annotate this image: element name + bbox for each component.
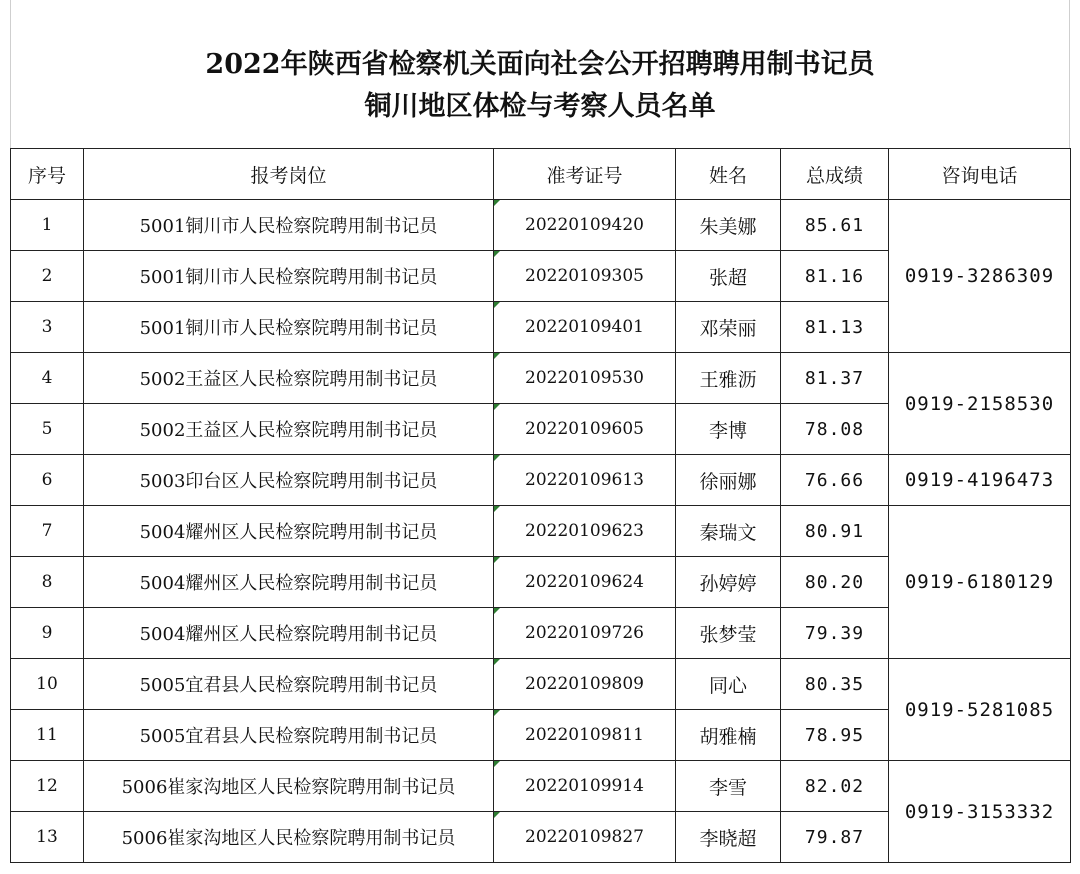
post-cell: 5005宜君县人民检察院聘用制书记员	[84, 659, 494, 710]
post-cell: 5004耀州区人民检察院聘用制书记员	[84, 608, 494, 659]
post-cell: 5001铜川市人民检察院聘用制书记员	[84, 200, 494, 251]
table-row	[11, 506, 1071, 557]
post-cell: 5006崔家沟地区人民检察院聘用制书记员	[84, 761, 494, 812]
header-score: 总成绩	[781, 149, 889, 200]
post-cell: 5006崔家沟地区人民检察院聘用制书记员	[84, 812, 494, 863]
score-cell: 81.13	[781, 302, 889, 353]
table-row	[11, 761, 1071, 812]
score-cell: 78.95	[781, 710, 889, 761]
serial-cell: 2	[11, 251, 84, 302]
serial-cell: 4	[11, 353, 84, 404]
phone-cell: 0919-3286309	[889, 200, 1071, 353]
header-name: 姓名	[676, 149, 781, 200]
name-cell: 同心	[676, 659, 781, 710]
serial-cell: 3	[11, 302, 84, 353]
name-cell: 李晓超	[676, 812, 781, 863]
name-cell: 李雪	[676, 761, 781, 812]
serial-cell: 7	[11, 506, 84, 557]
document-sheet	[10, 0, 1070, 864]
serial-cell: 13	[11, 812, 84, 863]
header-exam-id: 准考证号	[494, 149, 676, 200]
post-cell: 5004耀州区人民检察院聘用制书记员	[84, 557, 494, 608]
name-cell: 朱美娜	[676, 200, 781, 251]
exam-id-cell: 20220109605	[494, 404, 676, 455]
name-cell: 邓荣丽	[676, 302, 781, 353]
post-cell: 5004耀州区人民检察院聘用制书记员	[84, 506, 494, 557]
phone-cell: 0919-2158530	[889, 353, 1071, 455]
document-title: 2022年陕西省检察机关面向社会公开招聘聘用制书记员	[205, 49, 875, 80]
exam-id-cell: 20220109827	[494, 812, 676, 863]
exam-id-cell: 20220109401	[494, 302, 676, 353]
name-cell: 张梦莹	[676, 608, 781, 659]
serial-cell: 8	[11, 557, 84, 608]
table-header-row	[11, 149, 1071, 200]
exam-id-cell: 20220109809	[494, 659, 676, 710]
score-cell: 85.61	[781, 200, 889, 251]
score-cell: 79.39	[781, 608, 889, 659]
post-cell: 5002王益区人民检察院聘用制书记员	[84, 353, 494, 404]
exam-id-cell: 20220109914	[494, 761, 676, 812]
post-cell: 5001铜川市人民检察院聘用制书记员	[84, 251, 494, 302]
exam-id-cell: 20220109613	[494, 455, 676, 506]
exam-id-cell: 20220109624	[494, 557, 676, 608]
document-subtitle: 铜川地区体检与考察人员名单	[364, 91, 716, 122]
name-cell: 徐丽娜	[676, 455, 781, 506]
phone-cell: 0919-6180129	[889, 506, 1071, 659]
phone-cell: 0919-5281085	[889, 659, 1071, 761]
table-row	[11, 455, 1071, 506]
exam-id-cell: 20220109623	[494, 506, 676, 557]
name-cell: 孙婷婷	[676, 557, 781, 608]
score-cell: 82.02	[781, 761, 889, 812]
post-cell: 5003印台区人民检察院聘用制书记员	[84, 455, 494, 506]
exam-id-cell: 20220109811	[494, 710, 676, 761]
post-cell: 5002王益区人民检察院聘用制书记员	[84, 404, 494, 455]
score-cell: 81.37	[781, 353, 889, 404]
score-cell: 76.66	[781, 455, 889, 506]
phone-cell: 0919-4196473	[889, 455, 1071, 506]
exam-id-cell: 20220109420	[494, 200, 676, 251]
candidate-table	[10, 148, 1071, 863]
score-cell: 80.35	[781, 659, 889, 710]
score-cell: 79.87	[781, 812, 889, 863]
name-cell: 李博	[676, 404, 781, 455]
serial-cell: 9	[11, 608, 84, 659]
serial-cell: 11	[11, 710, 84, 761]
table-row	[11, 659, 1071, 710]
name-cell: 张超	[676, 251, 781, 302]
score-cell: 81.16	[781, 251, 889, 302]
phone-cell: 0919-3153332	[889, 761, 1071, 863]
score-cell: 80.20	[781, 557, 889, 608]
post-cell: 5005宜君县人民检察院聘用制书记员	[84, 710, 494, 761]
serial-cell: 6	[11, 455, 84, 506]
header-phone: 咨询电话	[889, 149, 1071, 200]
name-cell: 秦瑞文	[676, 506, 781, 557]
header-serial: 序号	[11, 149, 84, 200]
serial-cell: 1	[11, 200, 84, 251]
serial-cell: 12	[11, 761, 84, 812]
exam-id-cell: 20220109530	[494, 353, 676, 404]
serial-cell: 10	[11, 659, 84, 710]
table-row	[11, 200, 1071, 251]
header-post: 报考岗位	[84, 149, 494, 200]
score-cell: 80.91	[781, 506, 889, 557]
exam-id-cell: 20220109305	[494, 251, 676, 302]
exam-id-cell: 20220109726	[494, 608, 676, 659]
name-cell: 胡雅楠	[676, 710, 781, 761]
post-cell: 5001铜川市人民检察院聘用制书记员	[84, 302, 494, 353]
title-block	[10, 0, 1070, 148]
serial-cell: 5	[11, 404, 84, 455]
score-cell: 78.08	[781, 404, 889, 455]
table-row	[11, 353, 1071, 404]
name-cell: 王雅沥	[676, 353, 781, 404]
